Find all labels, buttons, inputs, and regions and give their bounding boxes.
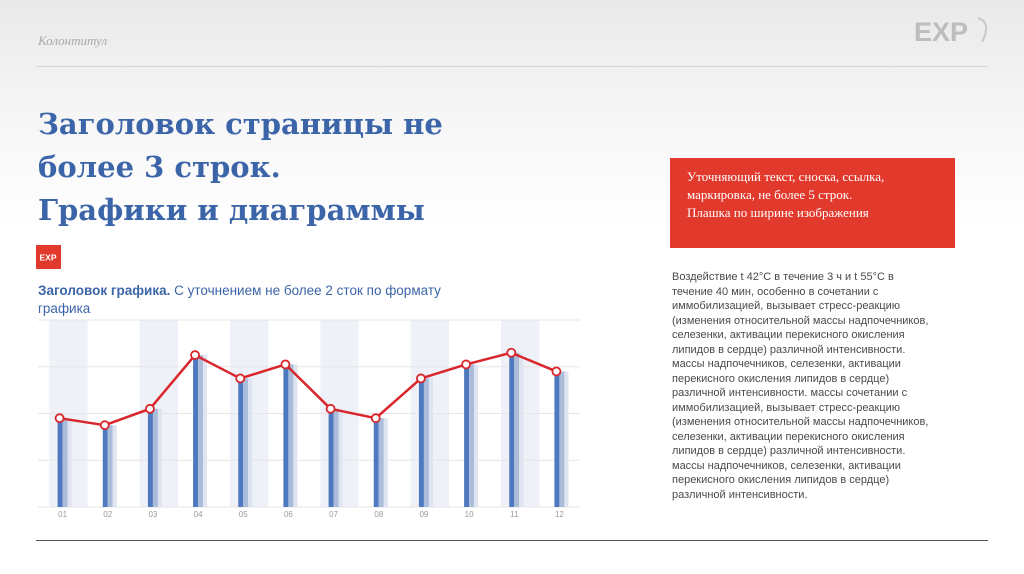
- chart-bar: [293, 364, 297, 507]
- callout-line-3: Плашка по ширине изображения: [687, 205, 869, 220]
- chart-bar: [248, 378, 252, 507]
- chart-bar: [384, 418, 388, 507]
- callout-line-1: Уточняющий текст, сноска, ссылка,: [687, 169, 885, 184]
- body-text-line: массы надпочечников, селезенки, активации: [672, 459, 901, 472]
- chart-bar: [429, 378, 433, 507]
- chart-bar: [554, 371, 559, 507]
- chart-point: [56, 414, 64, 422]
- chart-title-bold: Заголовок графика.: [38, 283, 171, 298]
- chart-bar: [514, 353, 519, 507]
- chart-bar: [379, 418, 384, 507]
- body-text-line: селезенки, активации перекисного окисления: [672, 329, 905, 341]
- chart-bar: [519, 353, 523, 507]
- chart-point: [462, 360, 470, 368]
- body-text-line: липидов в сердце) различной интенсивности.: [672, 343, 906, 356]
- chart-bar: [424, 378, 429, 507]
- body-text-line: Воздействие t 42°C в течение 3 ч и t 55°C в: [672, 271, 894, 283]
- body-text-line: селезенки, активации перекисного окисления: [672, 430, 905, 443]
- chart-bar: [474, 364, 478, 507]
- chart-bar: [559, 371, 564, 507]
- exp-logo-text: EXP: [914, 17, 969, 47]
- chart-title-rest: С уточнением не более 2 сток по формату: [170, 283, 441, 298]
- chart-point: [101, 421, 109, 429]
- chart-bar: [329, 409, 334, 507]
- chart-point: [191, 351, 199, 359]
- x-tick-label: 08: [374, 510, 384, 519]
- chart-bar: [108, 425, 113, 507]
- x-tick-label: 07: [329, 510, 339, 519]
- x-tick-label: 02: [103, 510, 113, 519]
- chart-band: [140, 320, 178, 507]
- body-text-line: иммобилизацией, вызывает стресс-реакцию: [672, 401, 901, 414]
- body-text-line: течение 40 мин, особенно в сочетании с: [672, 285, 879, 298]
- chart-point: [327, 405, 335, 413]
- x-tick-label: 09: [419, 510, 429, 519]
- chart-point: [552, 367, 560, 375]
- chart-point: [417, 374, 425, 382]
- body-text-line: (изменения относительной массы надпочечников,: [672, 416, 929, 428]
- chart-bar: [243, 378, 248, 507]
- chart-band: [49, 320, 87, 507]
- chart-bar: [469, 364, 474, 507]
- page-title-line-1: Заголовок страницы не: [38, 107, 443, 141]
- chart-band: [501, 320, 539, 507]
- body-text: [672, 270, 972, 502]
- chart-band: [411, 320, 449, 507]
- chart-bar: [288, 364, 293, 507]
- body-text-line: массы надпочечников, селезенки, активации: [672, 358, 901, 370]
- chart-point: [507, 349, 515, 357]
- x-tick-label: 01: [58, 510, 68, 519]
- chart-bar: [103, 425, 108, 507]
- chart-bar: [509, 353, 514, 507]
- page-title-line-2: более 3 строк.: [38, 150, 281, 184]
- chart-title: [38, 282, 518, 318]
- chart-bar: [68, 418, 72, 507]
- body-text-line: различной интенсивности. массы сочетании с: [672, 387, 908, 399]
- header-divider: [36, 66, 988, 67]
- x-tick-label: 11: [510, 510, 519, 519]
- chart-bar: [158, 409, 162, 507]
- x-tick-label: 03: [148, 510, 158, 519]
- chart-title-line-2: графика: [38, 301, 91, 316]
- chart-bar: [113, 425, 117, 507]
- page-title: [38, 103, 558, 232]
- chart-bar: [283, 364, 288, 507]
- chart-bar: [464, 364, 469, 507]
- chart-bar: [193, 355, 198, 507]
- chart-bar: [419, 378, 424, 507]
- chart-bar: [564, 371, 568, 507]
- chart-bar: [153, 409, 158, 507]
- body-text-line: различной интенсивности.: [672, 488, 808, 501]
- chart-bar: [58, 418, 63, 507]
- body-text-line: перекисного окисления липидов в сердце): [672, 372, 890, 385]
- chart-bar: [148, 409, 153, 507]
- chart-bar: [374, 418, 379, 507]
- chart-line: [60, 353, 557, 425]
- x-tick-label: 10: [464, 510, 474, 519]
- chart-band: [230, 320, 268, 507]
- chart-bar: [339, 409, 343, 507]
- x-tick-label: 06: [283, 510, 293, 519]
- chart-logo-text: EXP: [39, 252, 57, 263]
- body-text-line: иммобилизацией, вызывает стресс-реакцию: [672, 300, 901, 312]
- x-tick-label: 04: [193, 510, 203, 519]
- chart-point: [236, 374, 244, 382]
- callout-box: [670, 158, 955, 248]
- chart-band: [320, 320, 358, 507]
- page-title-line-3: Графики и диаграммы: [38, 193, 425, 227]
- x-tick-label: 05: [238, 510, 248, 519]
- chart-point: [372, 414, 380, 422]
- chart-bar: [198, 355, 203, 507]
- chart-point: [281, 360, 289, 368]
- chart-bar: [203, 355, 207, 507]
- chart-logo: [36, 245, 61, 269]
- chart-point: [146, 405, 154, 413]
- exp-logo: [912, 12, 994, 52]
- callout-line-2: маркировка, не более 5 строк.: [687, 187, 853, 202]
- body-text-line: перекисного окисления липидов в сердце): [672, 474, 890, 486]
- running-head: Колонтитул: [38, 33, 108, 48]
- x-tick-label: 12: [554, 510, 564, 519]
- chart-bar: [63, 418, 68, 507]
- chart-bar: [334, 409, 339, 507]
- chart-bar: [238, 378, 243, 507]
- footer-divider: [36, 540, 988, 541]
- body-text-line: (изменения относительной массы надпочечников,: [672, 314, 929, 327]
- body-text-line: липидов в сердце) различной интенсивности.: [672, 445, 906, 457]
